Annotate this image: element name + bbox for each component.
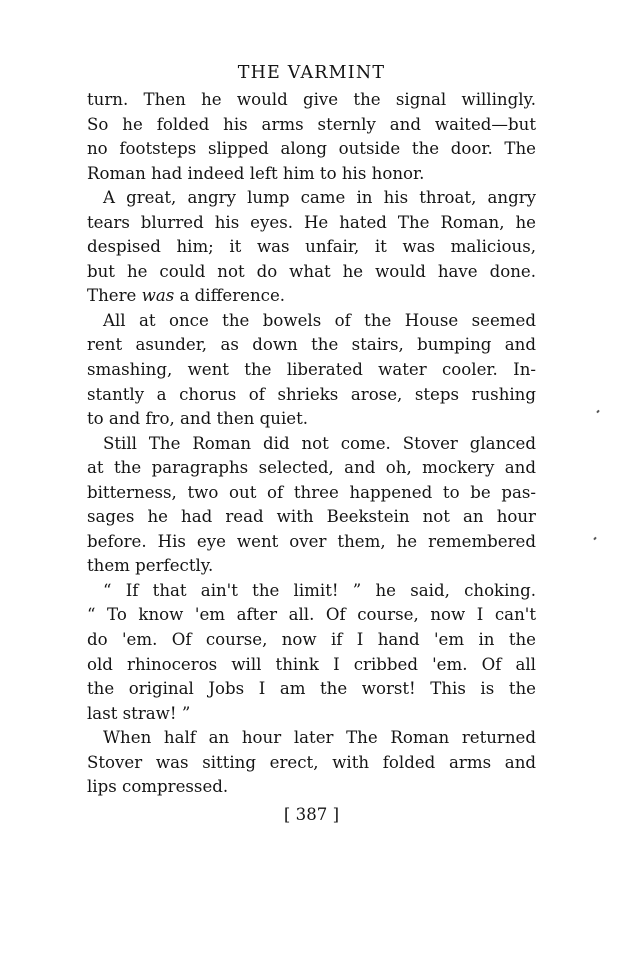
emphasis: was — [141, 286, 175, 306]
text-line: turn. Then he would give the signal willingly. — [87, 90, 536, 109]
running-head: THE VARMINT — [237, 63, 386, 83]
text-line: tears blurred his eyes. He hated The Roman, he — [87, 212, 536, 232]
scan-speck — [593, 537, 596, 541]
body-text — [87, 88, 536, 800]
text-line: before. His eye went over them, he remembered — [87, 531, 536, 551]
text-line: old rhinoceros will think I cribbed 'em. Of all — [87, 654, 536, 674]
text-line: “ To know 'em after all. Of course, now I can't — [87, 605, 536, 625]
text-line: to and fro, and then quiet. — [87, 409, 309, 429]
text-line: “ If that ain't the limit! ” he said, choking. — [103, 580, 536, 600]
text-line: Roman had indeed left him to his honor. — [87, 163, 425, 183]
text-line: There was a difference. — [87, 286, 286, 306]
scan-speck — [596, 410, 599, 414]
text-line: Stover was sitting erect, with folded arms and — [87, 752, 536, 772]
text-line: All at once the bowels of the House seemed — [103, 310, 536, 330]
text-line: them perfectly. — [87, 556, 214, 576]
text-line: no footsteps slipped along outside the door. The — [87, 139, 536, 159]
text-line: stantly a chorus of shrieks arose, steps rushing — [87, 384, 536, 404]
text-line: despised him; it was unfair, it was malicious, — [87, 237, 536, 257]
text-line: do 'em. Of course, now if I hand 'em in the — [87, 630, 536, 650]
text-line: sages he had read with Beekstein not an hour — [87, 507, 536, 527]
text-line: smashing, went the liberated water cooler. In- — [87, 360, 536, 380]
text-line: at the paragraphs selected, and oh, mockery and — [87, 458, 536, 478]
text-line: lips compressed. — [87, 777, 229, 797]
text-line: the original Jobs I am the worst! This is the — [87, 679, 536, 699]
book-page — [87, 60, 536, 827]
text-line: last straw! ” — [87, 703, 191, 723]
text-line: rent asunder, as down the stairs, bumping and — [87, 335, 536, 355]
text-line: but he could not do what he would have done. — [87, 261, 536, 281]
text-line: When half an hour later The Roman returned — [103, 728, 536, 748]
text-line: So he folded his arms sternly and waited—but — [87, 114, 536, 134]
text-line: A great, angry lump came in his throat, angry — [103, 188, 536, 208]
text-line: bitterness, two out of three happened to be pas- — [87, 482, 536, 502]
text-line: Still The Roman did not come. Stover glanced — [103, 433, 536, 453]
page-number: [ 387 ] — [283, 804, 340, 824]
